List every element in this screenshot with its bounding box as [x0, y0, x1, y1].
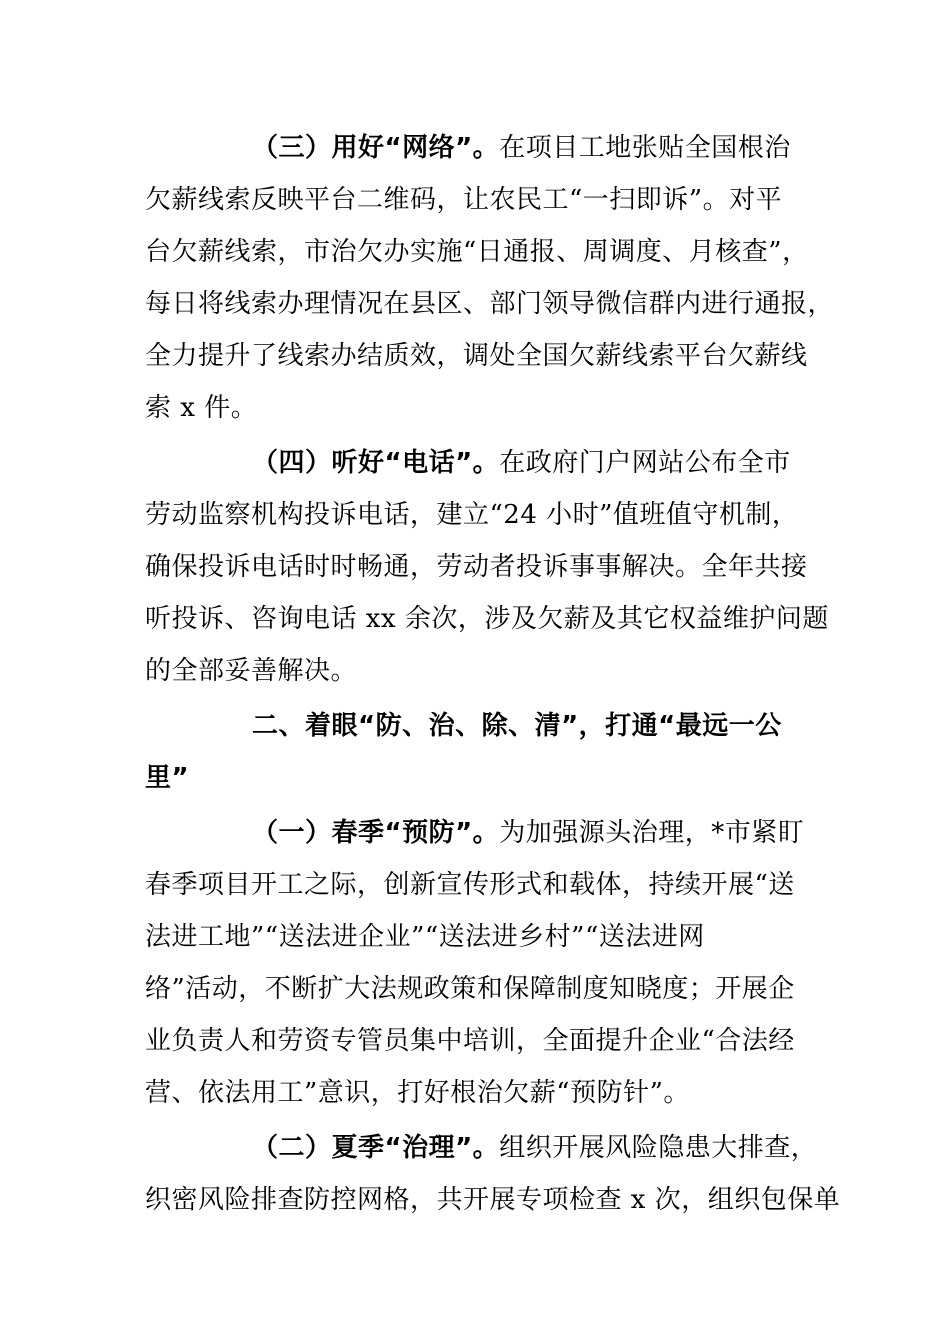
paragraph-3-text: 在项目工地张贴全国根治	[499, 133, 791, 163]
section-2-heading-line-1: 二、着眼“防、治、除、清”，打通“最远一公	[252, 711, 782, 741]
paragraph-1-line-3: 法进工地”“送法进企业”“送法进乡村”“送法进网	[145, 922, 705, 952]
paragraph-2-text: 组织开展风险隐患大排查，	[499, 1133, 818, 1163]
paragraph-1-text: 为加强源头治理，*市紧盯	[499, 818, 805, 848]
paragraph-4-line-3: 确保投诉电话时时畅通，劳动者投诉事事解决。全年共接	[145, 552, 808, 582]
paragraph-3-line-3: 台欠薪线索，市治欠办实施“日通报、周调度、月核查”，	[145, 237, 809, 267]
paragraph-3-line-6: 索 x 件。	[145, 393, 258, 423]
paragraph-4-line-5: 的全部妥善解决。	[145, 656, 358, 686]
paragraph-4-heading: （四）听好“电话”。	[252, 448, 500, 478]
paragraph-1-line-1	[252, 813, 804, 853]
paragraph-1-line-4: 络”活动，不断扩大法规政策和保障制度知晓度；开展企	[145, 974, 795, 1004]
paragraph-1-line-6: 营、依法用工”意识，打好根治欠薪“预防针”。	[145, 1078, 690, 1108]
paragraph-3-line-1	[252, 128, 791, 168]
section-2-heading-line-2: 里”	[145, 763, 190, 793]
paragraph-4-text: 在政府门户网站公布全市	[499, 448, 791, 478]
paragraph-1-heading: （一）春季“预防”。	[252, 818, 500, 848]
paragraph-3-line-5: 全力提升了线索办结质效，调处全国欠薪线索平台欠薪线	[145, 341, 808, 371]
paragraph-2-heading: （二）夏季“治理”。	[252, 1133, 500, 1163]
paragraph-2-line-1	[252, 1128, 817, 1168]
paragraph-3-heading: （三）用好“网络”。	[252, 133, 500, 163]
paragraph-1-line-2: 春季项目开工之际，创新宣传形式和载体，持续开展“送	[145, 870, 795, 900]
paragraph-2-line-2: 织密风险排查防控网格，共开展专项检查 x 次，组织包保单	[145, 1185, 841, 1215]
paragraph-4-line-2: 劳动监察机构投诉电话，建立“24 小时”值班值守机制，	[145, 500, 799, 530]
paragraph-4-line-1	[252, 443, 791, 483]
paragraph-1-line-5: 业负责人和劳资专管员集中培训，全面提升企业“合法经	[145, 1026, 795, 1056]
paragraph-3-line-2: 欠薪线索反映平台二维码，让农民工“一扫即诉”。对平	[145, 185, 783, 215]
paragraph-3-line-4: 每日将线索办理情况在县区、部门领导微信群内进行通报，	[145, 289, 835, 319]
paragraph-4-line-4: 听投诉、咨询电话 xx 余次，涉及欠薪及其它权益维护问题	[145, 604, 829, 634]
